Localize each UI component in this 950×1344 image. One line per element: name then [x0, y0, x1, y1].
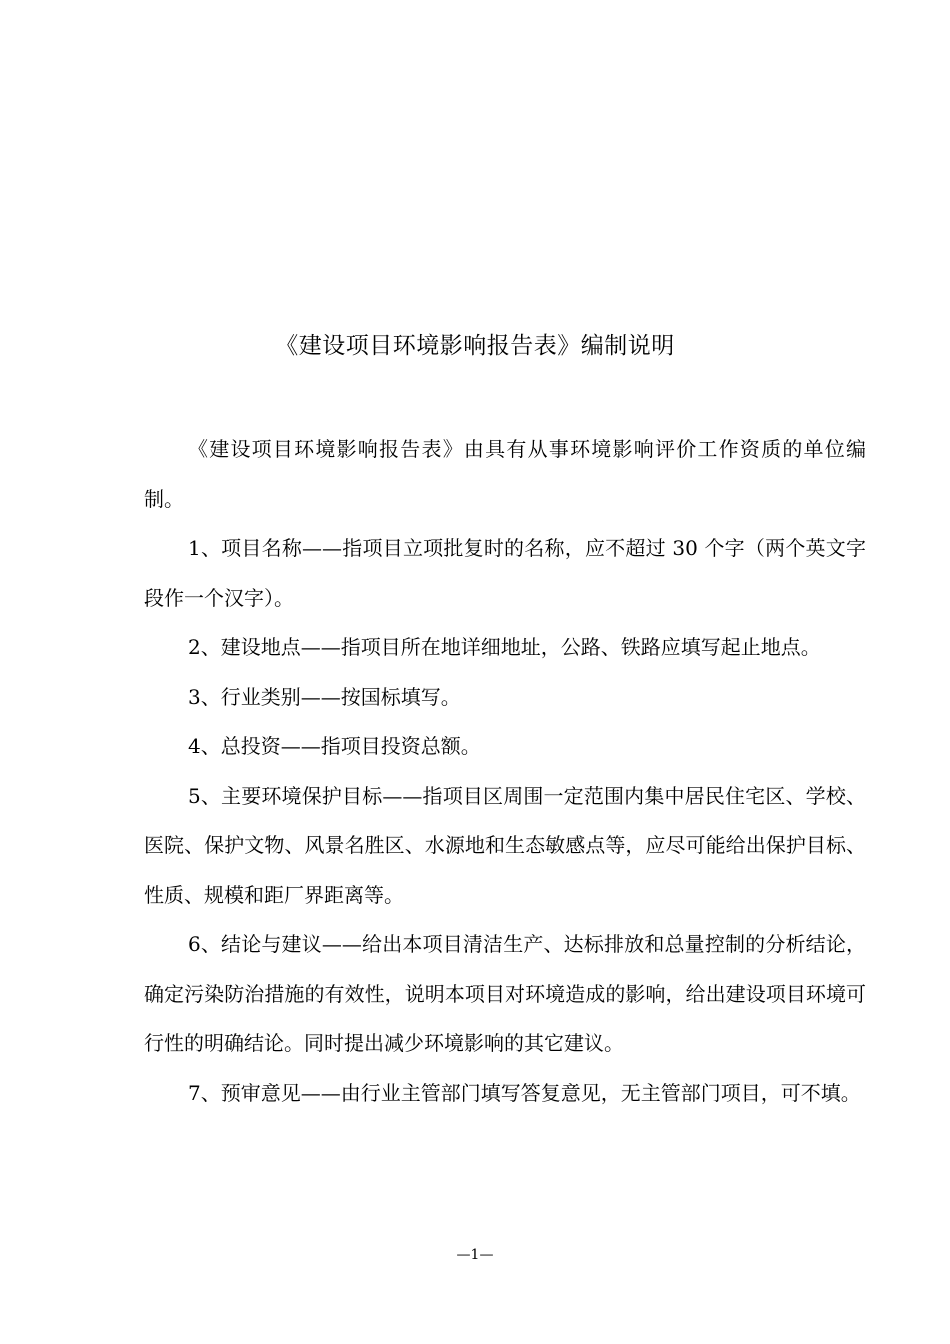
- document-body: [144, 425, 866, 1118]
- page-number: —1—: [456, 1247, 494, 1263]
- paragraph-item-4: 4、总投资——指项目投资总额。: [188, 734, 481, 758]
- document-title: 《建设项目环境影响报告表》编制说明: [275, 333, 675, 359]
- paragraph-item-7: 7、预审意见——由行业主管部门填写答复意见，无主管部门项目，可不填。: [188, 1080, 861, 1105]
- paragraph-item-3: 3、行业类别——按国标填写。: [188, 684, 461, 709]
- paragraph-intro: 《建设项目环境影响报告表》由具有从事环境影响评价工作资质的单位编制。: [144, 437, 866, 511]
- paragraph-item-1: 1、项目名称——指项目立项批复时的名称，应不超过 30 个字（两个英文字段作一个汉字）。: [144, 536, 866, 610]
- paragraph-item-6: 6、结论与建议——给出本项目清洁生产、达标排放和总量控制的分析结论，确定污染防治措施的有效性，说明本项目对环境造成的影响，给出建设项目环境可行性的明确结论。同时提出减少环境影响的其它建议。: [144, 932, 866, 1055]
- paragraph-item-5: 5、主要环境保护目标——指项目区周围一定范围内集中居民住宅区、学校、医院、保护文物、风景名胜区、水源地和生态敏感点等，应尽可能给出保护目标、性质、规模和距厂界距离等。: [144, 783, 866, 907]
- paragraph-item-2: 2、建设地点——指项目所在地详细地址，公路、铁路应填写起止地点。: [188, 635, 821, 659]
